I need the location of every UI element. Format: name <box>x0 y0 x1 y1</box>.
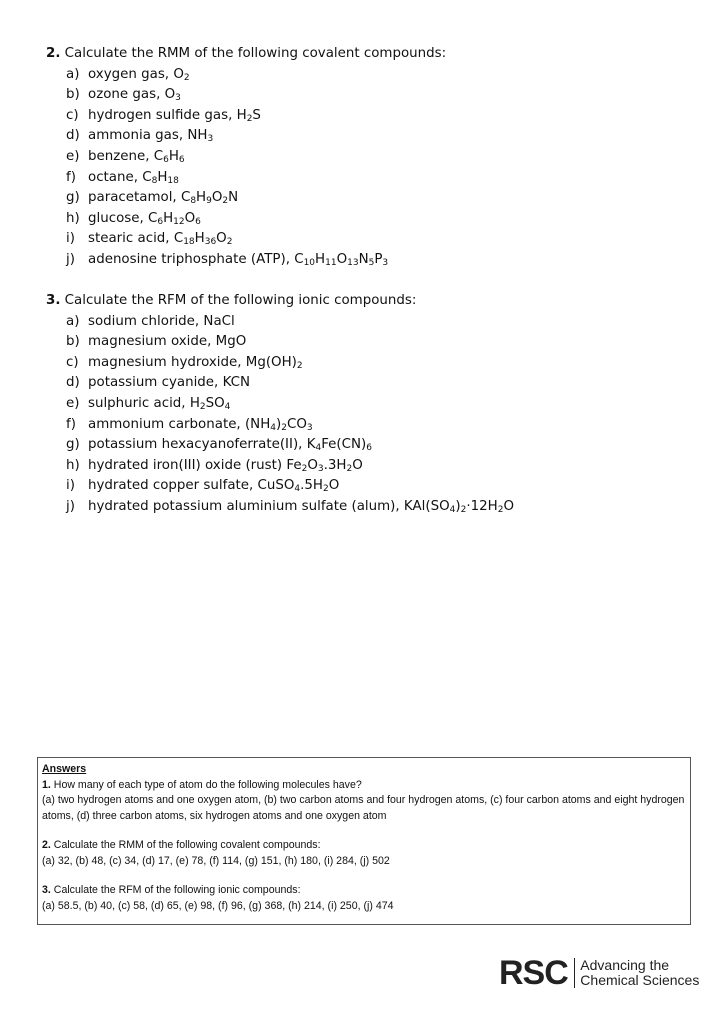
formula-subscript: 3 <box>317 463 324 474</box>
chemical-formula <box>187 128 213 143</box>
item-letter: a) <box>66 66 80 82</box>
list-item <box>46 435 514 456</box>
item-letter: h) <box>66 457 80 473</box>
rsc-logo-mark: RSC <box>499 954 568 992</box>
formula-part: O <box>336 251 348 267</box>
formula-part: O <box>352 457 363 473</box>
formula-subscript: 4 <box>294 484 301 495</box>
rsc-tagline-line-2: Chemical Sciences <box>580 972 700 988</box>
formula-part: KCN <box>222 375 250 391</box>
formula-subscript: 5 <box>368 257 375 268</box>
item-text <box>88 332 246 353</box>
answer-2-question-text: Calculate the RMM of the following covalent compounds: <box>50 839 321 851</box>
formula-part: CO <box>286 416 307 432</box>
chemical-formula <box>307 437 372 452</box>
formula-part: O <box>211 190 223 206</box>
formula-part: N <box>228 190 239 206</box>
formula-part: H <box>163 210 174 226</box>
chemical-formula <box>142 170 179 185</box>
item-text <box>88 435 372 456</box>
list-item <box>46 394 514 415</box>
chemical-formula <box>245 417 313 432</box>
chemical-formula <box>246 355 303 370</box>
formula-subscript: 2 <box>296 360 303 371</box>
formula-subscript: 12 <box>173 216 185 227</box>
formula-part: C <box>294 251 304 267</box>
item-label: adenosine triphosphate (ATP), <box>88 251 295 267</box>
item-text <box>88 85 181 106</box>
item-label: benzene, <box>88 148 154 164</box>
item-letter: j) <box>66 251 75 267</box>
list-item <box>46 332 514 353</box>
chemical-formula <box>404 499 514 514</box>
item-letter: e) <box>66 148 80 164</box>
chemical-formula <box>165 87 181 102</box>
answer-3-question <box>42 883 686 899</box>
chemical-formula <box>174 231 233 246</box>
formula-part: N <box>358 251 369 267</box>
formula-subscript: 2 <box>281 422 287 433</box>
answer-2-text: (a) 32, (b) 48, (c) 34, (d) 17, (e) 78, (f) 114, (g) 151, (h) 180, (i) 284, (j) 502 <box>42 854 390 867</box>
item-label: ammonium carbonate, <box>88 416 245 432</box>
answer-2-question <box>42 838 686 854</box>
answer-2-number: 2. <box>42 839 51 851</box>
formula-part: O <box>307 457 318 473</box>
item-label: ozone gas, <box>88 87 165 103</box>
formula-subscript: 2 <box>183 72 190 83</box>
rsc-logo-tagline <box>580 958 699 988</box>
chemical-formula <box>216 334 247 349</box>
question-3 <box>46 291 514 518</box>
item-label: hydrogen sulfide gas, <box>88 107 237 123</box>
formula-subscript: 6 <box>163 154 169 165</box>
chemical-formula <box>258 478 340 493</box>
formula-subscript: 36 <box>204 237 217 248</box>
formula-part: K <box>306 437 316 453</box>
formula-subscript: 4 <box>224 401 231 412</box>
formula-part: H <box>189 395 200 411</box>
item-letter: b) <box>66 87 80 103</box>
formula-part: .3H <box>323 457 347 473</box>
chemical-formula <box>181 190 238 205</box>
question-2-title <box>46 44 446 65</box>
answer-3-number: 3. <box>42 884 51 896</box>
formula-part: H <box>194 231 205 247</box>
item-letter: i) <box>66 231 75 247</box>
list-item <box>46 85 446 106</box>
formula-subscript: 6 <box>157 216 164 227</box>
item-label: octane, <box>88 169 143 185</box>
formula-subscript: 13 <box>347 257 359 268</box>
item-text <box>88 353 303 374</box>
item-text <box>88 373 250 394</box>
formula-subscript: 2 <box>246 113 253 124</box>
item-letter: i) <box>66 478 75 494</box>
answer-3-text: (a) 58.5, (b) 40, (c) 58, (d) 65, (e) 98, (f) 96, (g) 368, (h) 214, (i) 250, (j) 474 <box>42 899 394 912</box>
formula-subscript: 8 <box>151 175 158 186</box>
formula-part: O <box>173 66 184 82</box>
list-item <box>46 65 446 86</box>
spacer <box>42 869 686 883</box>
logo-divider <box>574 958 576 988</box>
formula-subscript: 3 <box>382 257 389 268</box>
formula-subscript: 2 <box>323 484 329 495</box>
formula-subscript: 10 <box>303 257 316 268</box>
item-label: stearic acid, <box>88 231 174 247</box>
item-label: glucose, <box>88 210 148 226</box>
formula-part: C <box>142 169 152 185</box>
answer-3-question-text: Calculate the RFM of the following ionic compounds: <box>50 884 301 896</box>
item-letter: d) <box>66 375 80 391</box>
chemical-formula <box>286 458 362 473</box>
formula-subscript: 6 <box>366 443 372 454</box>
question-2-number: 2. <box>46 46 61 61</box>
item-letter: a) <box>66 313 80 329</box>
formula-subscript: 4 <box>270 422 276 433</box>
item-text <box>88 250 388 271</box>
chemical-formula <box>203 314 234 329</box>
formula-subscript: 18 <box>183 237 195 248</box>
formula-part: Mg(OH) <box>245 354 297 370</box>
list-item <box>46 126 446 147</box>
formula-subscript: 2 <box>497 504 504 515</box>
formula-part: Fe <box>286 457 302 473</box>
chemical-formula <box>154 149 185 164</box>
formula-part: .5H <box>300 478 324 494</box>
item-letter: g) <box>66 437 80 453</box>
list-item <box>46 188 446 209</box>
answer-1-number: 1. <box>42 778 51 791</box>
item-letter: c) <box>66 107 79 123</box>
item-letter: f) <box>66 416 76 432</box>
list-item <box>46 229 446 250</box>
formula-part: ·12H <box>466 498 498 514</box>
chemical-formula <box>223 375 250 390</box>
question-3-text: Calculate the RFM of the following ionic compounds: <box>64 293 417 308</box>
formula-part: ) <box>455 498 461 514</box>
list-item <box>46 353 514 374</box>
answers-box <box>37 757 691 925</box>
formula-part: H <box>168 148 179 164</box>
item-text <box>88 456 363 477</box>
question-2-text: Calculate the RMM of the following covalent compounds: <box>64 46 447 61</box>
list-item <box>46 168 446 189</box>
formula-subscript: 3 <box>175 93 181 104</box>
formula-subscript: 9 <box>206 196 212 207</box>
question-2 <box>46 44 446 271</box>
question-3-list <box>46 312 514 518</box>
formula-subscript: 3 <box>207 134 214 145</box>
formula-part: O <box>216 231 227 247</box>
item-text <box>88 497 514 518</box>
spacer <box>42 824 686 838</box>
formula-subscript: 4 <box>449 504 456 515</box>
item-label: potassium cyanide, <box>88 375 223 391</box>
chemical-formula <box>173 67 189 82</box>
item-text <box>88 476 339 497</box>
item-letter: d) <box>66 128 80 144</box>
formula-subscript: 8 <box>190 196 197 207</box>
item-letter: g) <box>66 190 80 206</box>
item-text <box>88 394 230 415</box>
formula-subscript: 18 <box>167 175 179 186</box>
formula-subscript: 2 <box>301 463 308 474</box>
question-2-list <box>46 65 446 271</box>
formula-part: ) <box>276 416 282 432</box>
item-label: hydrated iron(III) oxide (rust) <box>88 457 287 473</box>
item-text <box>88 65 190 86</box>
list-item <box>46 476 514 497</box>
chemical-formula <box>294 252 388 267</box>
question-3-title <box>46 291 514 312</box>
formula-subscript: 4 <box>315 443 322 454</box>
formula-part: H <box>315 251 326 267</box>
item-letter: c) <box>66 354 79 370</box>
item-text <box>88 106 261 127</box>
formula-part: SO <box>205 395 225 411</box>
formula-subscript: 3 <box>306 422 313 433</box>
formula-part: O <box>503 498 514 514</box>
list-item <box>46 250 446 271</box>
list-item <box>46 456 514 477</box>
formula-part: CuSO <box>257 478 295 494</box>
item-label: sodium chloride, <box>88 313 204 329</box>
formula-part: C <box>180 190 191 206</box>
list-item <box>46 497 514 518</box>
item-label: sulphuric acid, <box>88 395 190 411</box>
chemical-formula <box>190 396 231 411</box>
formula-subscript: 2 <box>226 237 233 248</box>
question-3-number: 3. <box>46 293 61 308</box>
formula-part: O <box>328 478 340 494</box>
item-letter: j) <box>66 498 75 514</box>
formula-subscript: 6 <box>178 154 185 165</box>
answers-heading: Answers <box>42 763 87 775</box>
item-label: hydrated potassium aluminium sulfate (alum), <box>88 498 404 514</box>
formula-part: C <box>153 148 164 164</box>
list-item <box>46 106 446 127</box>
item-label: ammonia gas, <box>88 128 188 144</box>
item-label: potassium hexacyanoferrate(II), <box>88 437 307 453</box>
list-item <box>46 312 514 333</box>
formula-part: NH <box>187 128 208 144</box>
item-text <box>88 188 238 209</box>
item-text <box>88 209 201 230</box>
formula-part: O <box>164 87 176 103</box>
formula-part: H <box>236 107 247 123</box>
formula-part: P <box>374 251 383 267</box>
item-text <box>88 312 235 333</box>
formula-part: C <box>148 210 158 226</box>
chemical-formula <box>237 108 261 123</box>
formula-part: KAl(SO <box>403 498 450 514</box>
formula-part: S <box>252 107 261 123</box>
answer-1-question-text: How many of each type of atom do the following molecules have? <box>50 778 362 791</box>
item-text <box>88 229 232 250</box>
formula-part: H <box>157 169 168 185</box>
item-letter: e) <box>66 395 80 411</box>
item-label: hydrated copper sulfate, <box>88 478 258 494</box>
item-text <box>88 415 313 436</box>
item-label: magnesium oxide, <box>88 334 216 350</box>
item-letter: b) <box>66 334 80 350</box>
formula-part: C <box>173 231 184 247</box>
chemical-formula <box>148 211 201 226</box>
formula-subscript: 2 <box>199 401 206 412</box>
formula-subscript: 11 <box>325 257 337 268</box>
formula-part: Fe(CN) <box>321 437 367 453</box>
formula-subscript: 6 <box>195 216 201 227</box>
formula-subscript: 2 <box>460 504 467 515</box>
rsc-logo <box>499 955 699 991</box>
rsc-tagline-line-1: Advancing the <box>580 957 670 973</box>
item-text <box>88 147 185 168</box>
list-item <box>46 373 514 394</box>
list-item <box>46 209 446 230</box>
list-item <box>46 415 514 436</box>
formula-subscript: 2 <box>346 463 353 474</box>
formula-part: (NH <box>244 416 271 432</box>
answer-1-text: (a) two hydrogen atoms and one oxygen atom, (b) two carbon atoms and four hydrogen atoms, (c) four carbon atoms and eight hydrogen atoms, (d) three carbon atoms, six hydrogen atoms and one oxygen atom <box>42 794 685 822</box>
formula-part: O <box>184 210 196 226</box>
item-label: oxygen gas, <box>88 66 174 82</box>
formula-subscript: 2 <box>222 196 229 207</box>
item-label: paracetamol, <box>88 190 181 206</box>
formula-part: NaCl <box>203 313 235 329</box>
answer-1-question <box>42 778 686 794</box>
item-letter: h) <box>66 210 80 226</box>
item-label: magnesium hydroxide, <box>88 354 246 370</box>
item-letter: f) <box>66 169 76 185</box>
formula-part: H <box>196 190 207 206</box>
item-text <box>88 168 179 189</box>
list-item <box>46 147 446 168</box>
formula-part: MgO <box>215 334 247 350</box>
item-text <box>88 126 213 147</box>
